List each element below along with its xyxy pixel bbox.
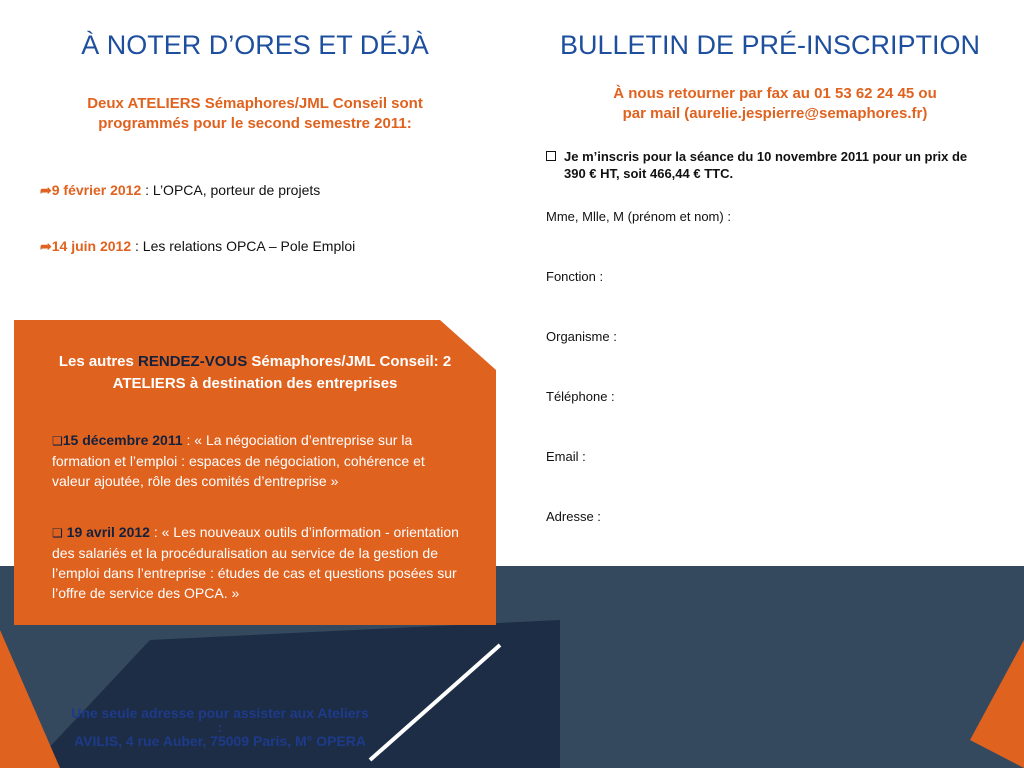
registration-text: Je m’inscris pour la séance du 10 novembre 2011 pour un prix de 390 € HT, soit 466,44 € TTC. [564,149,968,181]
right-title: BULLETIN DE PRÉ-INSCRIPTION [559,30,981,60]
phone-field-label: Téléphone : [546,389,615,404]
rendezvous-description: : « La négociation d’entreprise sur la formation et l’emploi : espaces de négociation, cohérence et valeur ajoutée, rôle des comités d’entreprise » [52,432,425,489]
organization-field-label: Organisme : [546,329,617,344]
name-field-label: Mme, Mlle, M (prénom et nom) : [546,209,731,224]
venue-footer [35,706,405,748]
workshop-date: 9 février 2012 [51,182,142,198]
rendezvous-highlight: RENDEZ-VOUS [138,353,248,370]
rendezvous-date: 15 décembre 2011 [62,432,183,448]
workshop-date-item [40,238,480,255]
address-field-label: Adresse : [546,509,601,524]
checkbox-icon[interactable] [546,151,556,161]
venue-address: AVILIS, 4 rue Auber, 75009 Paris, M° OPERA [74,733,366,749]
registration-checkbox[interactable] [546,148,976,182]
workshop-date-item [40,182,480,199]
workshop-date: 14 juin 2012 [51,238,132,254]
arrow-icon: ➦ [40,182,52,198]
arrow-icon: ➦ [40,238,52,254]
venue-line: Une seule adresse pour assister aux Ateliers [71,705,369,721]
rendezvous-title-suffix: Sémaphores/JML Conseil: 2 ATELIERS à destination des entreprises [112,353,452,392]
return-instructions [550,84,1000,124]
workshops-subtitle: Deux ATELIERS Sémaphores/JML Conseil sont programmés pour le second semestre 2011: [87,95,423,132]
checkbox-icon: ❑ [52,434,63,448]
rendezvous-item [52,522,462,603]
rendezvous-description: : « Les nouveaux outils d’information - orientation des salariés et la procéduralisation au service de la gestion de l’emploi dans l’entreprise : études de cas et questions posées sur l’offre de service des OPCA. » [52,524,459,601]
rendezvous-title [55,351,455,395]
venue-colon: : [217,719,223,735]
mail-line: par mail (aurelie.jespierre@semaphores.fr) [622,105,928,122]
rendezvous-item [52,430,462,491]
fax-line: À nous retourner par fax au 01 53 62 24 45 ou [613,85,937,102]
workshop-topic: : Les relations OPCA – Pole Emploi [131,238,356,254]
workshop-topic: : L’OPCA, porteur de projets [141,182,321,198]
left-title: À NOTER D’ORES ET DÉJÀ [81,30,429,60]
email-field-label: Email : [546,449,586,464]
checkbox-icon: ❑ [52,526,63,540]
rendezvous-title-prefix: Les autres [58,353,139,370]
rendezvous-date: 19 avril 2012 [66,524,150,540]
function-field-label: Fonction : [546,269,604,284]
